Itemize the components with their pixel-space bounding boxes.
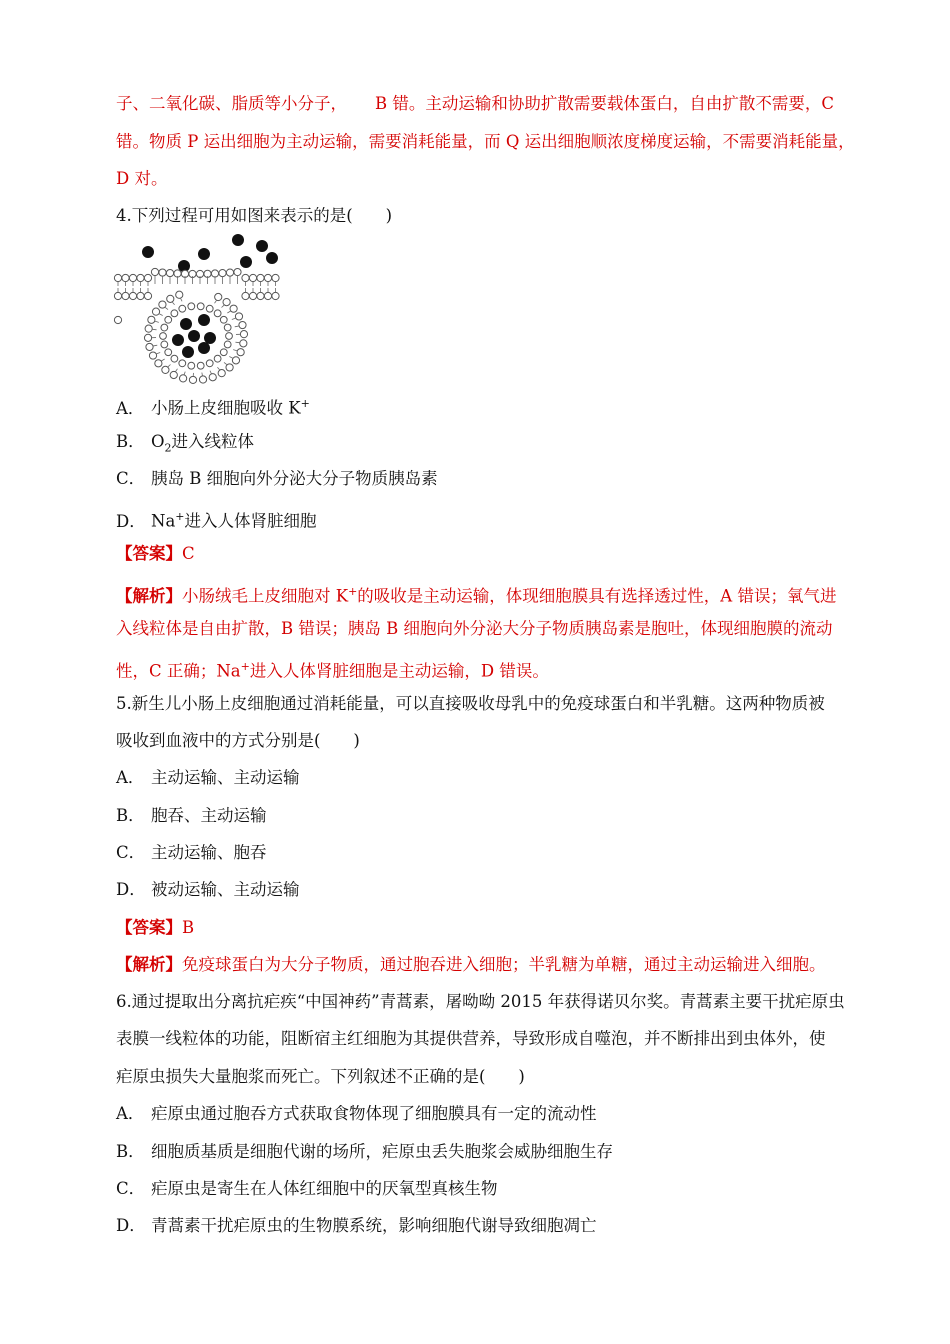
phospholipid-head xyxy=(114,292,121,299)
phospholipid-head xyxy=(179,360,186,367)
phospholipid-head xyxy=(162,366,169,373)
prev-explanation-text: 子、二氧化碳、脂质等小分子， xyxy=(116,94,347,113)
analysis-label: 【解析】 xyxy=(116,586,182,606)
phospholipid-head xyxy=(129,292,136,299)
option-letter: B． xyxy=(116,1142,145,1161)
q5-stem-line-1: 5.新生儿小肠上皮细胞通过消耗能量，可以直接吸收母乳中的免疫球蛋白和半乳糖。这两种物质被 xyxy=(116,694,825,713)
q4-stem: 4.下列过程可用如图来表示的是( ) xyxy=(116,206,393,225)
phospholipid-head xyxy=(151,268,158,275)
phospholipid-head xyxy=(144,334,151,341)
phospholipid-head xyxy=(199,376,206,383)
phospholipid-head xyxy=(149,352,156,359)
q5-option-a xyxy=(116,766,300,790)
phospholipid-head xyxy=(165,316,172,323)
option-text: 青蒿素干扰疟原虫的生物膜系统，影响细胞代谢导致细胞凋亡 xyxy=(151,1216,597,1235)
analysis-text: 小肠绒毛上皮细胞对 K xyxy=(182,586,349,606)
lipid-tail xyxy=(157,352,161,353)
option-text: 胞吞、主动运输 xyxy=(151,806,267,825)
particle xyxy=(180,318,192,330)
analysis-text: 免疫球蛋白为大分子物质，通过胞吞进入细胞；半乳糖为单糖，通过主动运输进入细胞。 xyxy=(182,955,826,974)
phospholipid-head xyxy=(161,324,168,331)
q4-option-b xyxy=(116,430,254,460)
phospholipid-head xyxy=(171,310,178,317)
q6-stem-line-2: 表膜一线粒体的功能，阻断宿主红细胞为其提供营养，导致形成自噬泡，并不断排出到虫体外，使 xyxy=(116,1029,826,1048)
lipid-tail xyxy=(232,318,236,319)
option-text: 疟原虫通过胞吞方式获取食物体现了细胞膜具有一定的流动性 xyxy=(151,1104,597,1123)
phospholipid-head xyxy=(272,292,279,299)
particle xyxy=(232,234,244,246)
lipid-tail xyxy=(210,371,211,374)
option-text: 进入线粒体 xyxy=(171,432,255,451)
phospholipid-head xyxy=(189,376,196,383)
phospholipid-head xyxy=(165,349,172,356)
phospholipid-head xyxy=(137,274,144,281)
option-letter: C． xyxy=(116,1179,146,1198)
option-text: 进入人体肾脏细胞 xyxy=(184,511,317,531)
phospholipid-head xyxy=(242,292,249,299)
endocytosis-diagram xyxy=(112,228,292,388)
q6-stem-line-3: 疟原虫损失大量胞浆而死亡。下列叙述不正确的是( ) xyxy=(116,1067,525,1086)
option-letter: A． xyxy=(116,768,145,787)
particle xyxy=(142,246,154,258)
phospholipid-head xyxy=(234,268,241,275)
phospholipid-head xyxy=(159,269,166,276)
option-text: O xyxy=(151,432,165,451)
lipid-tail xyxy=(181,299,182,302)
phospholipid-head xyxy=(155,360,162,367)
answer-value: B xyxy=(182,918,195,937)
phospholipid-head xyxy=(240,340,247,347)
phospholipid-head xyxy=(249,292,256,299)
option-letter: C． xyxy=(116,843,146,862)
phospholipid-head xyxy=(129,274,136,281)
q6-option-b xyxy=(116,1140,613,1164)
lipid-tail xyxy=(176,369,178,372)
phospholipid-head xyxy=(148,316,155,323)
option-text: 胰岛 B 细胞向外分泌大分子物质胰岛素 xyxy=(151,469,438,488)
superscript: + xyxy=(240,660,250,673)
particle xyxy=(182,346,194,358)
phospholipid-head xyxy=(239,321,246,328)
lipid-tail xyxy=(233,350,237,351)
option-text: 被动运输、主动运输 xyxy=(151,880,300,899)
q4-analysis-line-1 xyxy=(116,580,836,609)
phospholipid-head xyxy=(237,349,244,356)
q4-answer xyxy=(116,542,195,566)
subscript: 2 xyxy=(164,441,172,455)
option-text: 疟原虫是寄生在人体红细胞中的厌氧型真核生物 xyxy=(151,1179,498,1198)
phospholipid-head xyxy=(209,374,216,381)
phospholipid-head xyxy=(264,274,271,281)
phospholipid-head xyxy=(206,305,213,312)
superscript: + xyxy=(348,585,358,598)
option-letter: C． xyxy=(116,469,146,488)
phospholipid-head xyxy=(144,274,151,281)
phospholipid-head xyxy=(215,293,222,300)
phospholipid-head xyxy=(223,298,230,305)
phospholipid-head xyxy=(220,349,227,356)
lipid-tail xyxy=(159,314,162,316)
particle xyxy=(266,252,278,264)
phospholipid-head xyxy=(242,274,249,281)
phospholipid-head xyxy=(219,270,226,277)
lipid-tail xyxy=(217,367,219,370)
q5-answer xyxy=(116,916,194,940)
lipid-tail xyxy=(235,326,239,327)
phospholipid-head xyxy=(249,274,256,281)
analysis-label: 【解析】 xyxy=(116,955,182,974)
analysis-text: 进入人体肾脏细胞是主动运输，D 错误。 xyxy=(249,661,549,681)
option-text: 主动运输、胞吞 xyxy=(151,843,267,862)
prev-explanation-text: B 错。主动运输和协助扩散需要载体蛋白，自由扩散不需要，C xyxy=(375,94,834,113)
q5-analysis xyxy=(116,953,826,977)
phospholipid-head xyxy=(226,364,233,371)
answer-label: 【答案】 xyxy=(116,544,182,563)
option-letter: A． xyxy=(116,398,145,418)
phospholipid-head xyxy=(206,360,213,367)
particle xyxy=(240,256,252,268)
option-text: Na xyxy=(151,511,176,531)
superscript: + xyxy=(175,510,185,523)
option-letter: B． xyxy=(116,806,145,825)
answer-value: C xyxy=(182,544,195,563)
option-text: 主动运输、主动运输 xyxy=(151,768,300,787)
particle xyxy=(172,334,184,346)
option-letter: D． xyxy=(116,1216,146,1235)
phospholipid-head xyxy=(179,305,186,312)
lipid-tail xyxy=(229,356,232,358)
option-letter: D． xyxy=(116,880,146,899)
phospholipid-head xyxy=(188,362,195,369)
phospholipid-head xyxy=(240,331,247,338)
phospholipid-head xyxy=(122,274,129,281)
phospholipid-head xyxy=(159,301,166,308)
phospholipid-head xyxy=(176,291,183,298)
phospholipid-head xyxy=(160,333,167,340)
superscript: + xyxy=(300,397,310,410)
phospholipid-head xyxy=(224,324,231,331)
phospholipid-head xyxy=(137,292,144,299)
phospholipid-head xyxy=(170,371,177,378)
lipid-tail xyxy=(215,301,217,304)
lipid-tail xyxy=(155,321,159,322)
particle xyxy=(198,248,210,260)
particle xyxy=(188,330,200,342)
lipid-tail xyxy=(202,373,203,376)
q6-option-d xyxy=(116,1214,597,1238)
phospholipid-head xyxy=(226,269,233,276)
phospholipid-head xyxy=(145,325,152,332)
phospholipid-head xyxy=(230,305,237,312)
phospholipid-head xyxy=(146,343,153,350)
q6-option-c xyxy=(116,1177,498,1201)
q4-option-c xyxy=(116,467,438,491)
q5-option-c xyxy=(116,841,267,865)
phospholipid-head xyxy=(214,355,221,362)
q4-analysis-line-3 xyxy=(116,655,549,684)
phospholipid-head xyxy=(218,370,225,377)
answer-label: 【答案】 xyxy=(116,918,182,937)
prev-explanation-line-3: D 对。 xyxy=(116,169,168,188)
particle xyxy=(256,240,268,252)
lipid-tail xyxy=(235,342,239,343)
prev-explanation-line-2: 错。物质 P 运出细胞为主动运输，需要消耗能量，而 Q 运出细胞顺浓度梯度运输，不需要消耗能量， xyxy=(116,132,855,151)
phospholipid-head xyxy=(161,341,168,348)
prev-explanation-line-1 xyxy=(116,92,834,116)
phospholipid-head xyxy=(220,316,227,323)
q5-option-b xyxy=(116,804,267,828)
lipid-tail xyxy=(172,302,174,305)
phospholipid-head xyxy=(144,292,151,299)
q5-option-d xyxy=(116,878,300,902)
lipid-tail xyxy=(227,311,230,313)
option-text: 细胞质基质是细胞代谢的场所，疟原虫丢失胞浆会威胁细胞生存 xyxy=(151,1142,613,1161)
lipid-tail xyxy=(221,305,224,307)
phospholipid-head xyxy=(235,313,242,320)
phospholipid-head xyxy=(214,310,221,317)
q4-option-d xyxy=(116,505,317,534)
lipid-tail xyxy=(153,345,157,346)
particle xyxy=(198,314,210,326)
option-text: 小肠上皮细胞吸收 K xyxy=(151,398,301,418)
lipid-tail xyxy=(165,307,168,309)
phospholipid-head xyxy=(264,292,271,299)
lipid-tail xyxy=(168,365,171,367)
phospholipid-head xyxy=(167,295,174,302)
phospholipid-head xyxy=(114,316,121,323)
phospholipid-head xyxy=(171,355,178,362)
option-letter: B． xyxy=(116,432,145,451)
phospholipid-head xyxy=(272,274,279,281)
phospholipid-head xyxy=(257,274,264,281)
phospholipid-head xyxy=(257,292,264,299)
particle xyxy=(204,332,216,344)
phospholipid-head xyxy=(232,357,239,364)
phospholipid-head xyxy=(114,274,121,281)
q5-stem-line-2: 吸收到血液中的方式分别是( ) xyxy=(116,731,360,750)
phospholipid-head xyxy=(197,303,204,310)
q4-analysis-line-2: 入线粒体是自由扩散，B 错误；胰岛 B 细胞向外分泌大分子物质胰岛素是胞吐，体现细胞膜的流动 xyxy=(116,619,833,638)
phospholipid-head xyxy=(122,292,129,299)
q4-option-a xyxy=(116,392,310,421)
phospholipid-head xyxy=(224,341,231,348)
phospholipid-head xyxy=(226,333,233,340)
phospholipid-head xyxy=(179,375,186,382)
q6-stem-line-1: 6.通过提取出分离抗疟疾“中国神药”青蒿素，屠呦呦 2015 年获得诺贝尔奖。青蒿素主要干扰疟原虫 xyxy=(116,992,845,1011)
phospholipid-head xyxy=(166,269,173,276)
analysis-text: 的吸收是主动运输，体现细胞膜具有选择透过性，A 错误；氧气进 xyxy=(357,586,837,606)
analysis-text: 性，C 正确；Na xyxy=(116,661,241,681)
q6-option-a xyxy=(116,1102,597,1126)
phospholipid-head xyxy=(188,303,195,310)
lipid-tail xyxy=(153,329,157,330)
particle xyxy=(198,342,210,354)
phospholipid-head xyxy=(152,308,159,315)
option-letter: A． xyxy=(116,1104,145,1123)
lipid-tail xyxy=(184,372,185,375)
phospholipid-head xyxy=(197,362,204,369)
lipid-tail xyxy=(162,359,165,361)
option-letter: D． xyxy=(116,511,146,531)
lipid-tail xyxy=(224,362,227,364)
